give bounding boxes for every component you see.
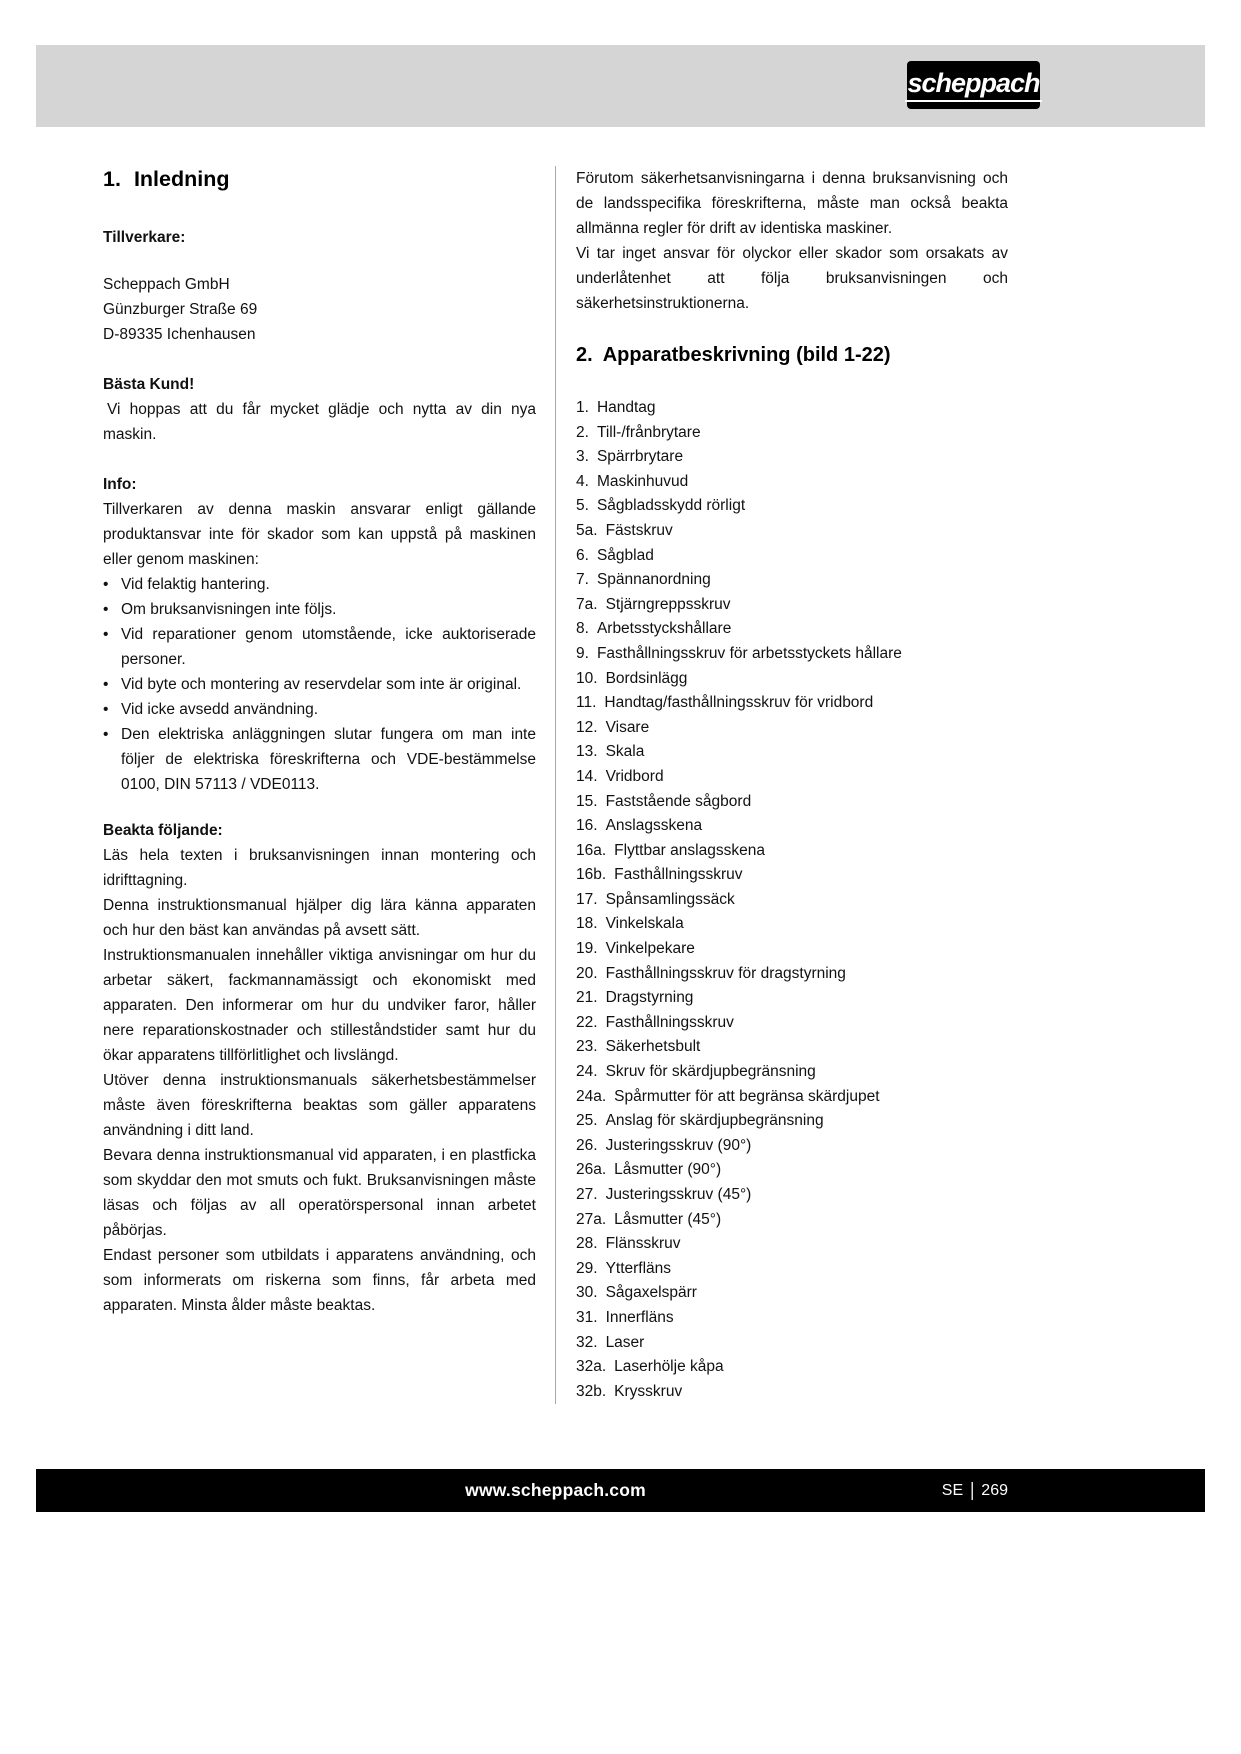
part-item xyxy=(576,790,1008,815)
part-label: Maskinhuvud xyxy=(596,472,689,490)
part-item xyxy=(576,1060,1008,1085)
info-intro: Tillverkaren av denna maskin ansvarar enligt gällande produktansvar inte för skador som kan uppstå på maskinen eller genom maskinen: xyxy=(103,501,536,568)
bullet-item xyxy=(103,672,536,697)
part-label: Laserhölje kåpa xyxy=(614,1358,724,1376)
part-label: Handtag/fasthållningsskruv för vridbord xyxy=(604,694,874,712)
part-number: 14. xyxy=(576,767,598,785)
bullet-icon: • xyxy=(103,676,109,693)
part-item xyxy=(576,396,1008,421)
note-paragraph: Bevara denna instruktionsmanual vid apparaten, i en plastficka som skyddar den mot smuts och fukt. Bruksanvisningen måste läsas och följas av all operatörspersonal innan arbetet påbörjas. xyxy=(103,1147,536,1239)
footer-page-number: 269 xyxy=(981,1481,1008,1499)
note-paragraph: Utöver denna instruktionsmanuals säkerhetsbestämmelser måste även föreskrifterna beaktas som gäller apparatens användning i ditt land. xyxy=(103,1072,536,1139)
bullet-text: Vid icke avsedd användning. xyxy=(121,701,319,718)
part-number: 16. xyxy=(576,817,598,835)
part-label: Arbetsstyckshållare xyxy=(596,620,732,638)
part-number: 20. xyxy=(576,964,598,982)
part-number: 22. xyxy=(576,1013,598,1031)
part-number: 15. xyxy=(576,792,598,810)
address-line: Günzburger Straße 69 xyxy=(103,301,258,318)
part-label: Sågbladsskydd rörligt xyxy=(596,497,746,515)
part-item xyxy=(576,1306,1008,1331)
part-label: Spånsamlingssäck xyxy=(605,890,735,908)
part-label: Till-/frånbrytare xyxy=(596,423,701,441)
part-number: 16a. xyxy=(576,841,607,859)
part-label: Vinkelskala xyxy=(605,915,684,933)
part-number: 30. xyxy=(576,1284,598,1302)
part-item xyxy=(576,740,1008,765)
part-item xyxy=(576,912,1008,937)
section-1-number: 1. xyxy=(103,167,121,191)
part-item xyxy=(576,1257,1008,1282)
bullet-icon: • xyxy=(103,576,109,593)
note-paragraphs xyxy=(103,843,536,1318)
part-number: 11. xyxy=(576,694,597,712)
bullet-icon: • xyxy=(103,601,109,618)
part-item xyxy=(576,1085,1008,1110)
part-number: 2. xyxy=(576,423,589,441)
part-label: Fästskruv xyxy=(605,521,673,539)
part-number: 4. xyxy=(576,472,589,490)
part-item xyxy=(576,1134,1008,1159)
bullet-text: Vid byte och montering av reservdelar som inte är original. xyxy=(121,676,522,693)
part-number: 27. xyxy=(576,1186,598,1203)
part-number: 12. xyxy=(576,718,598,736)
part-item xyxy=(576,986,1008,1011)
part-label: Handtag xyxy=(596,399,656,416)
bullet-item xyxy=(103,572,536,597)
part-number: 32a. xyxy=(576,1358,607,1376)
part-number: 24a. xyxy=(576,1087,607,1105)
bullet-item xyxy=(103,722,536,797)
part-label: Bordsinlägg xyxy=(605,669,688,687)
part-item xyxy=(576,962,1008,987)
footer-bar xyxy=(36,1469,1205,1512)
part-label: Flänsskruv xyxy=(605,1235,681,1253)
part-number: 1. xyxy=(576,399,589,416)
part-label: Anslag för skärdjupbegränsning xyxy=(605,1112,824,1130)
part-label: Sågaxelspärr xyxy=(605,1284,697,1302)
part-label: Fasthållningsskruv för dragstyrning xyxy=(605,964,846,982)
part-label: Skruv för skärdjupbegränsning xyxy=(605,1063,816,1081)
part-number: 5. xyxy=(576,497,589,515)
part-item xyxy=(576,839,1008,864)
footer-page-indicator xyxy=(942,1469,1008,1512)
part-item xyxy=(576,691,1008,716)
part-number: 19. xyxy=(576,940,598,958)
part-number: 7a. xyxy=(576,595,598,613)
part-label: Spårmutter för att begränsa skärdjupet xyxy=(614,1087,880,1105)
dear-customer-text: Vi hoppas att du får mycket glädje och nytta av din nya maskin. xyxy=(103,401,536,443)
manufacturer-label: Tillverkare: xyxy=(103,229,186,246)
part-item xyxy=(576,1109,1008,1134)
part-number: 9. xyxy=(576,644,589,662)
part-label: Laser xyxy=(605,1333,645,1351)
bullet-text: Vid felaktig hantering. xyxy=(121,576,270,593)
bullet-text: Den elektriska anläggningen slutar fungera om man inte följer de elektriska föreskrifterna och VDE-bestämmelse 0100, DIN 57113 / VDE0113. xyxy=(121,726,536,793)
part-number: 17. xyxy=(576,890,598,908)
manufacturer-address xyxy=(103,272,536,347)
part-label: Dragstyrning xyxy=(605,989,694,1007)
section-2-title: Apparatbeskrivning (bild 1-22) xyxy=(602,344,891,366)
bullet-item xyxy=(103,597,536,622)
part-item xyxy=(576,1232,1008,1257)
part-label: Anslagsskena xyxy=(605,817,703,835)
footer-url: www.scheppach.com xyxy=(465,1480,646,1500)
bullet-text: Vid reparationer genom utomstående, icke auktoriserade personer. xyxy=(121,626,536,668)
part-number: 7. xyxy=(576,571,589,589)
bullet-icon: • xyxy=(103,701,109,718)
part-item xyxy=(576,421,1008,446)
part-item xyxy=(576,1355,1008,1380)
info-bullet-list xyxy=(103,572,536,797)
part-label: Innerfläns xyxy=(605,1308,674,1326)
part-item xyxy=(576,568,1008,593)
address-line: Scheppach GmbH xyxy=(103,276,230,293)
content-columns xyxy=(103,166,1009,1404)
part-item xyxy=(576,888,1008,913)
part-label: Låsmutter (45°) xyxy=(614,1210,722,1228)
part-item xyxy=(576,1281,1008,1306)
note-label: Beakta följande: xyxy=(103,822,223,839)
address-line: D-89335 Ichenhausen xyxy=(103,326,256,343)
right-column xyxy=(555,166,1008,1404)
part-item xyxy=(576,445,1008,470)
part-label: Faststående sågbord xyxy=(605,792,752,810)
part-number: 6. xyxy=(576,546,589,564)
part-item xyxy=(576,1035,1008,1060)
part-label: Vridbord xyxy=(605,767,664,785)
part-item xyxy=(576,1331,1008,1356)
part-item xyxy=(576,1011,1008,1036)
part-item xyxy=(576,765,1008,790)
part-number: 10. xyxy=(576,669,598,687)
part-item xyxy=(576,1183,1008,1208)
section-2-heading xyxy=(576,343,1008,368)
part-label: Fasthållningsskruv xyxy=(614,866,743,884)
section-2-number: 2. xyxy=(576,344,593,366)
intro-paragraph: Vi tar inget ansvar för olyckor eller skador som orsakats av underlåtenhet att följa bruksanvisningen och säkerhetsinstruktionerna. xyxy=(576,245,1008,312)
part-label: Justeringsskruv (45°) xyxy=(605,1186,752,1203)
bullet-icon: • xyxy=(103,726,109,743)
dear-customer-label: Bästa Kund! xyxy=(103,376,195,393)
part-label: Fasthållningsskruv xyxy=(605,1013,734,1031)
header-band xyxy=(36,45,1205,127)
part-number: 25. xyxy=(576,1112,598,1130)
part-item xyxy=(576,863,1008,888)
part-item xyxy=(576,1380,1008,1405)
part-item xyxy=(576,1158,1008,1183)
part-label: Säkerhetsbult xyxy=(605,1038,701,1056)
bullet-icon: • xyxy=(103,626,109,643)
part-number: 29. xyxy=(576,1259,598,1277)
part-number: 28. xyxy=(576,1235,598,1253)
intro-paragraphs xyxy=(576,166,1008,316)
part-label: Spärrbrytare xyxy=(596,448,684,466)
part-item xyxy=(576,716,1008,741)
part-item xyxy=(576,642,1008,667)
note-paragraph: Denna instruktionsmanual hjälper dig lära känna apparaten och hur den bäst kan användas på avsett sätt. xyxy=(103,897,536,939)
part-number: 16b. xyxy=(576,866,607,884)
scheppach-logo-text: scheppach xyxy=(905,68,1041,102)
part-label: Låsmutter (90°) xyxy=(614,1161,722,1179)
part-item xyxy=(576,937,1008,962)
part-number: 27a. xyxy=(576,1210,607,1228)
part-label: Justeringsskruv (90°) xyxy=(605,1136,752,1154)
part-number: 13. xyxy=(576,743,598,761)
part-label: Fasthållningsskruv för arbetsstyckets hållare xyxy=(596,644,902,662)
bullet-text: Om bruksanvisningen inte följs. xyxy=(121,601,337,618)
part-item xyxy=(576,593,1008,618)
part-item xyxy=(576,1208,1008,1233)
intro-paragraph: Förutom säkerhetsanvisningarna i denna bruksanvisning och de landsspecifika föreskrifterna, måste man också beakta allmänna regler för drift av identiska maskiner. xyxy=(576,170,1008,237)
note-paragraph: Instruktionsmanualen innehåller viktiga anvisningar om hur du arbetar säkert, fackmannamässigt och ekonomiskt med apparaten. Den informerar om hur du undviker faror, håller nere reparationskostnader och stilleståndstider samt hur du ökar apparatens tillförlitlighet och livslängd. xyxy=(103,947,536,1064)
part-item xyxy=(576,544,1008,569)
part-item xyxy=(576,667,1008,692)
part-number: 18. xyxy=(576,915,598,933)
part-number: 8. xyxy=(576,620,589,638)
info-label: Info: xyxy=(103,476,137,493)
part-label: Skala xyxy=(605,743,645,761)
part-item xyxy=(576,617,1008,642)
part-label: Sågblad xyxy=(596,546,654,564)
note-paragraph: Endast personer som utbildats i apparatens användning, och som informerats om riskerna som finns, får arbeta med apparaten. Minsta ålder måste beaktas. xyxy=(103,1247,536,1314)
section-1-heading xyxy=(103,166,536,192)
part-number: 23. xyxy=(576,1038,598,1056)
part-number: 26. xyxy=(576,1136,598,1154)
part-number: 3. xyxy=(576,448,589,466)
left-column xyxy=(103,166,536,1404)
part-number: 31. xyxy=(576,1308,598,1326)
part-number: 32. xyxy=(576,1333,598,1351)
bullet-item xyxy=(103,697,536,722)
section-1-title: Inledning xyxy=(133,167,230,191)
part-item xyxy=(576,494,1008,519)
scheppach-logo xyxy=(907,61,1040,109)
part-item xyxy=(576,814,1008,839)
footer-region: SE xyxy=(941,1481,964,1499)
part-label: Ytterfläns xyxy=(605,1259,672,1277)
part-number: 24. xyxy=(576,1063,598,1081)
bullet-item xyxy=(103,622,536,672)
footer-separator: | xyxy=(970,1479,975,1501)
part-item xyxy=(576,519,1008,544)
part-label: Vinkelpekare xyxy=(605,940,695,958)
part-item xyxy=(576,470,1008,495)
note-paragraph: Läs hela texten i bruksanvisningen innan montering och idrifttagning. xyxy=(103,847,536,889)
part-label: Spännanordning xyxy=(596,571,711,589)
parts-list xyxy=(576,396,1008,1404)
part-label: Visare xyxy=(605,718,650,736)
part-label: Krysskruv xyxy=(614,1382,683,1400)
part-number: 32b. xyxy=(576,1382,607,1400)
part-number: 26a. xyxy=(576,1161,607,1179)
part-number: 21. xyxy=(576,989,598,1007)
part-label: Flyttbar anslagsskena xyxy=(614,841,765,859)
footer-inner xyxy=(103,1469,1008,1512)
part-number: 5a. xyxy=(576,521,598,539)
part-label: Stjärngreppsskruv xyxy=(605,595,731,613)
